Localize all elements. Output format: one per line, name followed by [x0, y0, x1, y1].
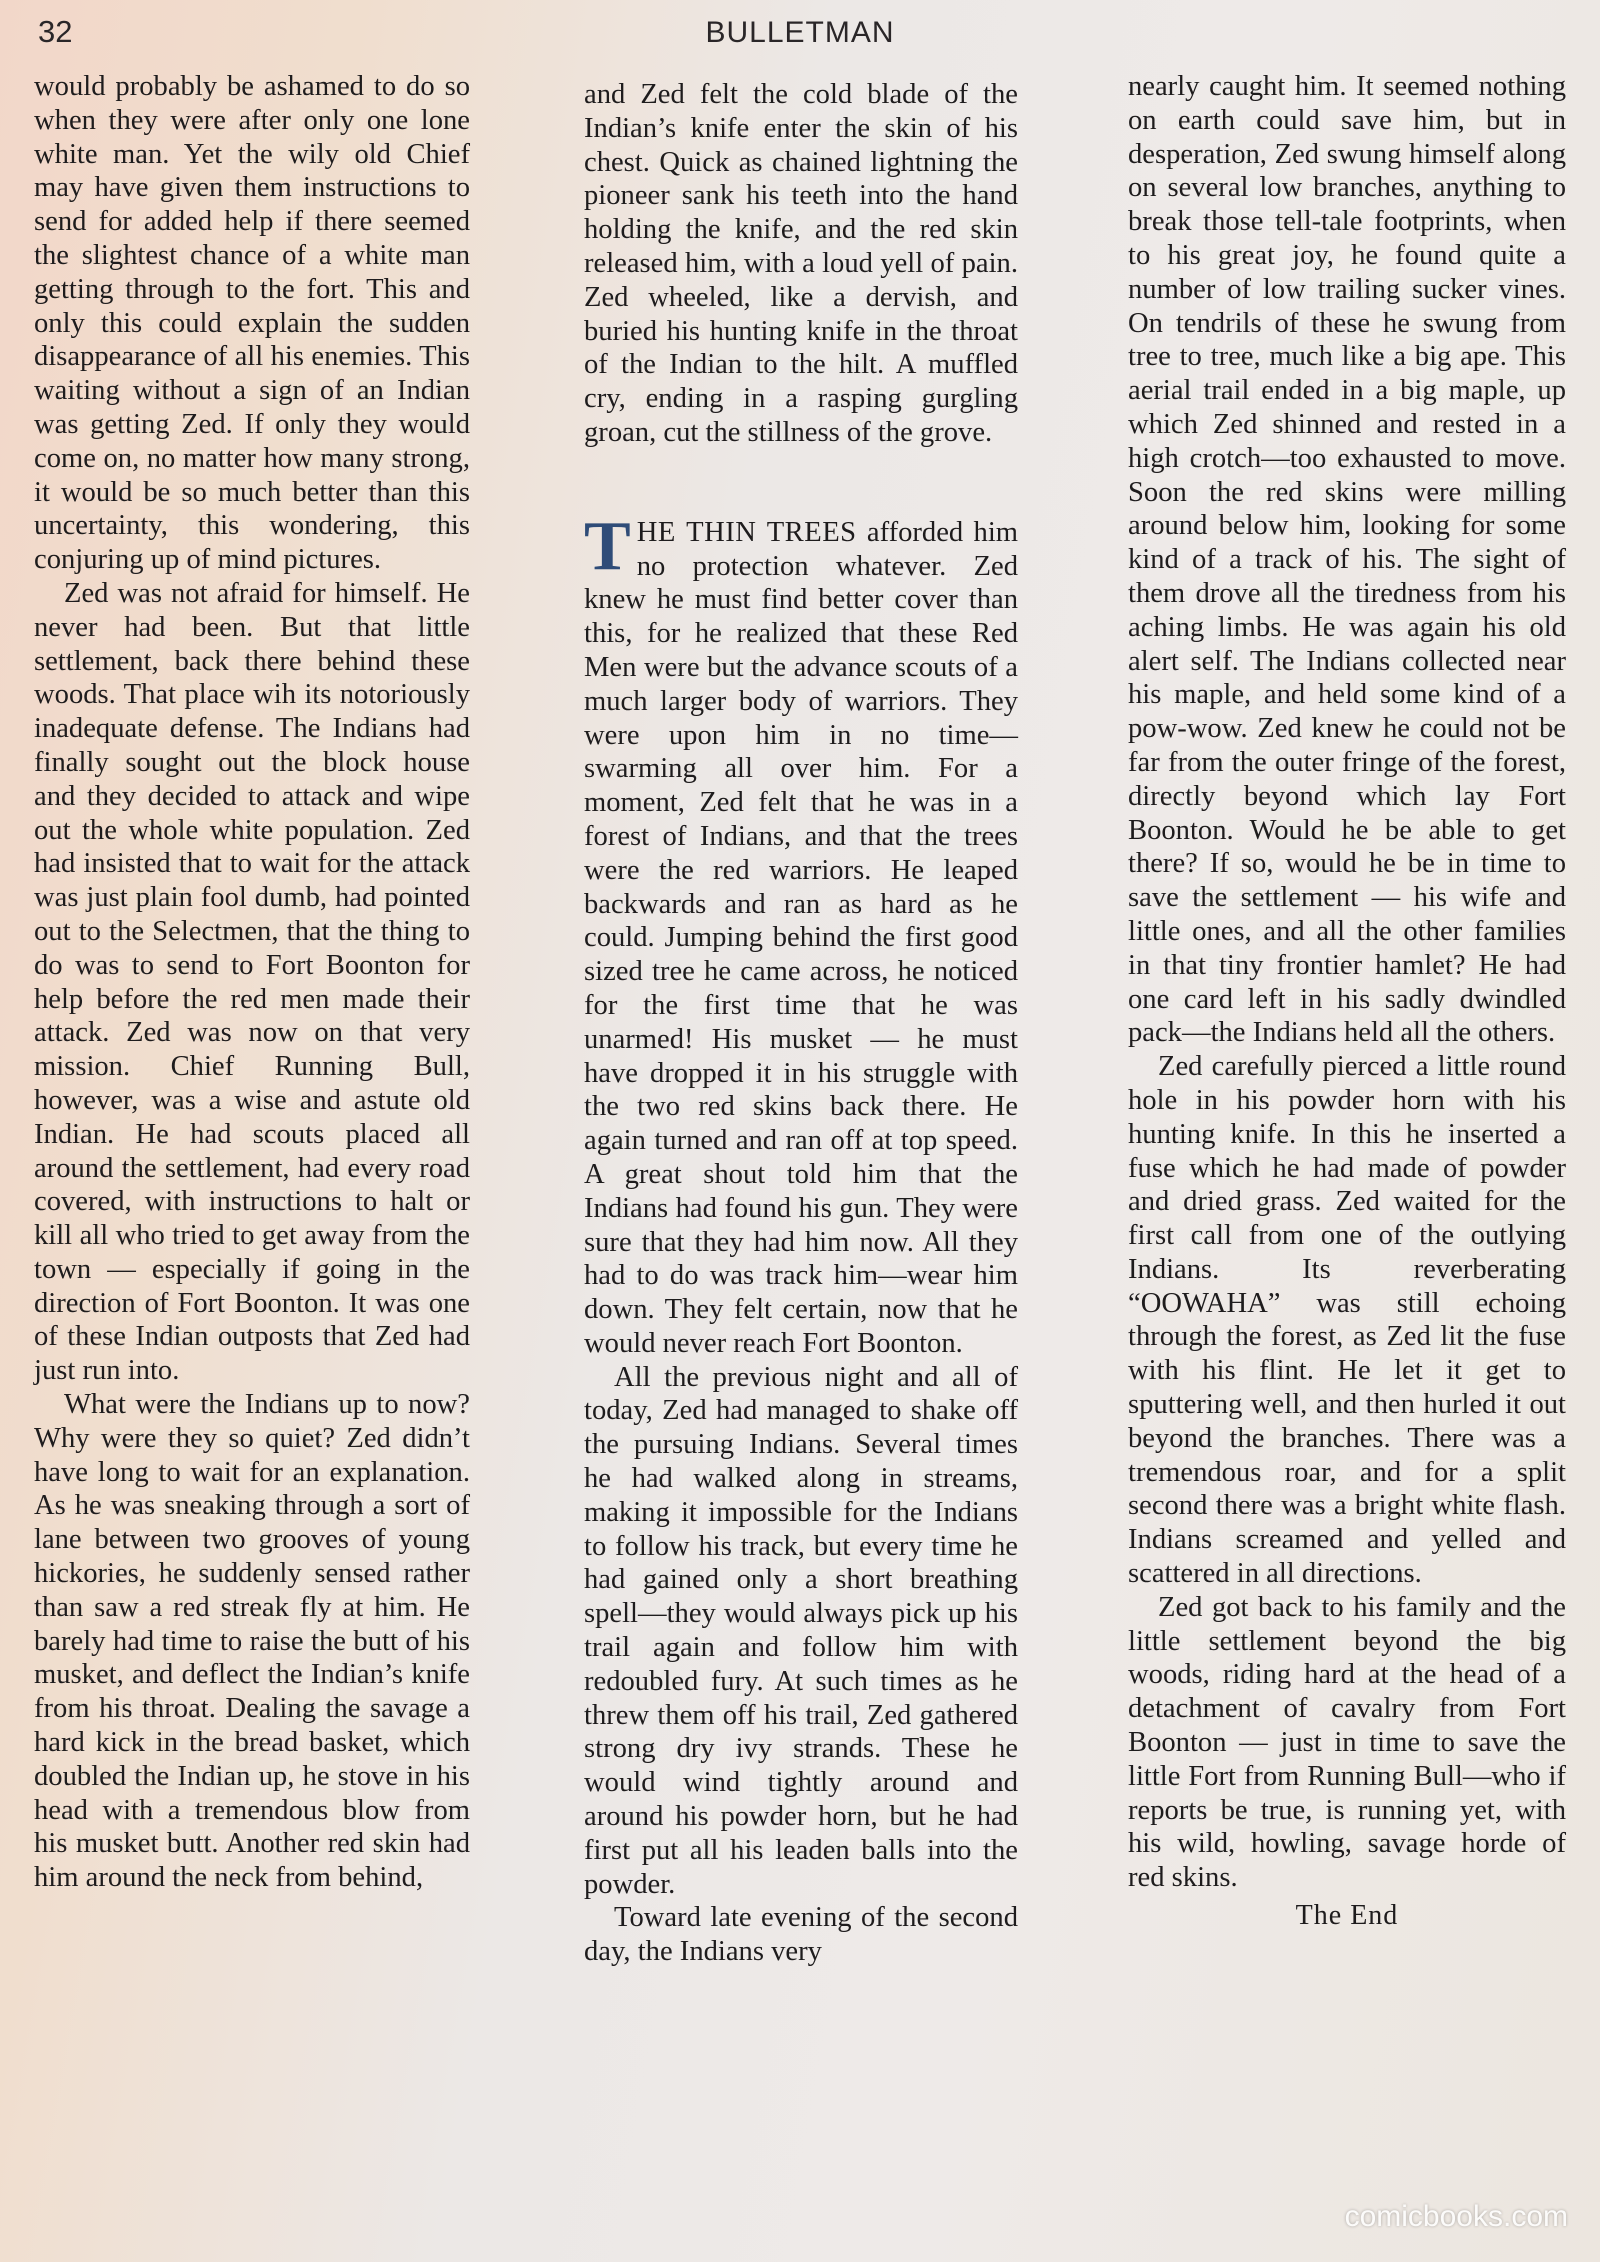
text-column-1	[34, 70, 470, 1895]
text-column-2	[584, 78, 1018, 1969]
paragraph: nearly caught him. It seemed nothing on earth could save him, but in desperation, Zed swung himself along on several low branches, anything to break those tell-tale footprints, when to his great joy, he found quite a number of low trailing sucker vines. On tendrils of these he swung from tree to tree, much like a big ape. This aerial trail ended in a big maple, up which Zed shinned and rested in a high crotch—too exhausted to move. Soon the red skins were milling around below him, looking for some kind of a track of his. The sight of them drove all the tiredness from his aching limbs. He was again his old alert self. The Indians collected near his maple, and held some kind of a pow-wow. Zed knew he could not be far from the outer fringe of the forest, directly beyond which lay Fort Boonton. Would he be able to get there? If so, would he be in time to save the settlement — his wife and little ones, and all the other families in that tiny frontier hamlet? He had one card left in his sadly dwindled pack—the Indians held all the others.	[1128, 71, 1566, 1049]
paragraph: What were the Indians up to now? Why were they so quiet? Zed didn’t have long to wait for an explanation. As he was sneaking through a sort of lane between two grooves of young hickories, he suddenly sensed rather than saw a red streak fly at him. He barely had time to raise the butt of his musket, and deflect the Indian’s knife from his throat. Dealing the savage a hard kick in the bread basket, which doubled the Indian up, he stove in his head with a tremendous blow from his musket butt. Another red skin had him around the neck from behind,	[34, 1389, 470, 1894]
paragraph: Zed got back to his family and the little settlement beyond the big woods, riding hard at the head of a detachment of cavalry from Fort Boonton — just in time to save the little Fort from Running Bull—who if reports be true, is running yet, with his wild, howling, savage horde of red skins.	[1128, 1591, 1566, 1894]
text-column-3	[1128, 70, 1566, 1933]
paragraph: Zed carefully pierced a little round hole in his powder horn with his hunting knife. In this he inserted a fuse which he had made of powder and dried grass. Zed waited for the first call from one of the outlying Indians. Its reverberating “OOWAHA” was still echoing through the forest, as Zed lit the fuse with his flint. He let it get to sputtering well, and then hurled it out beyond the branches. There was a tremendous roar, and for a split second there was a bright white flash. Indians screamed and yelled and scattered in all directions.	[1128, 1051, 1566, 1590]
section-break	[584, 450, 1018, 516]
paragraph: Zed was not afraid for himself. He never had been. But that little settlement, back there behind these woods. That place wih its notoriously inadequate defense. The Indians had finally sought out the block house and they decided to attack and wipe out the whole white population. Zed had insisted that to wait for the attack was just plain fool dumb, had pointed out to the Selectmen, that the thing to do was to send to Fort Boonton for help before the red men made their attack. Zed was now on that very mission. Chief Running Bull, however, was a wise and astute old Indian. He had scouts placed all around the settlement, had every road covered, with instructions to halt or kill all who tried to get away from the town — especially if going in the direction of Fort Boonton. It was one of these Indian outposts that Zed had just run into.	[34, 577, 470, 1387]
paragraph: All the previous night and all of today, Zed had managed to shake off the pursuing Indians. Several times he had walked along in streams, making it impossible for the Indians to follow his track, but every time he had gained only a short breathing spell—they would always pick up his trail again and follow him with redoubled fury. At such times as he threw them off his trail, Zed gathered strong dry ivy strands. These he would wind tightly around and around his powder horn, but he had first put all his leaden balls into the powder.	[584, 1361, 1018, 1900]
story-end-label: The End	[1295, 1900, 1399, 1932]
paragraph-text: afforded him no protection whatever. Zed knew he must find better cover than this, for he realized that these Red Men were but the advance scouts of a much larger body of warriors. They were upon him in no time— swarming all over him. For a moment, Zed felt that he was in a forest of Indians, and that the trees were the red warriors. He leaped backwards and ran as hard as he could. Jumping behind the first good sized tree he came across, he noticed for the first time that he was unarmed! His musket — he must have dropped it in his struggle with the two red skins back there. He again turned and ran off at top speed. A great shout told him that the Indians had found his gun. They were sure that they had him now. All they had to do was track him—wear him down. They felt certain, now that he would never reach Fort Boonton.	[584, 516, 1019, 1359]
section-opening-paragraph	[584, 507, 1019, 1361]
running-title: BULLETMAN	[705, 16, 895, 49]
paragraph: would probably be ashamed to do so when they were after only one lone white man. Yet the wily old Chief may have given them instructions to send for added help if there seemed the slightest chance of a white man getting through to the fort. This and only this could explain the sudden disappearance of all his enemies. This waiting without a sign of an Indian was getting Zed. If only they would come on, no matter how many strong, it would be so much better than this uncertainty, this wondering, this conjuring up of mind pictures.	[34, 71, 470, 576]
watermark: comicbooks.com	[1344, 2200, 1568, 2233]
section-lead-words: HE THIN TREES	[636, 516, 857, 548]
drop-cap-letter: T	[584, 507, 631, 585]
page-number: 32	[38, 14, 73, 49]
paragraph: and Zed felt the cold blade of the Indian’s knife enter the skin of his chest. Quick as chained lightning the pioneer sank his teeth into the hand holding the knife, and the red skin released him, with a loud yell of pain. Zed wheeled, like a dervish, and buried his hunting knife in the throat of the Indian to the hilt. A muffled cry, ending in a rasping gurgling groan, cut the stillness of the grove.	[584, 79, 1018, 448]
paragraph: Toward late evening of the second day, the Indians very	[584, 1902, 1018, 1968]
